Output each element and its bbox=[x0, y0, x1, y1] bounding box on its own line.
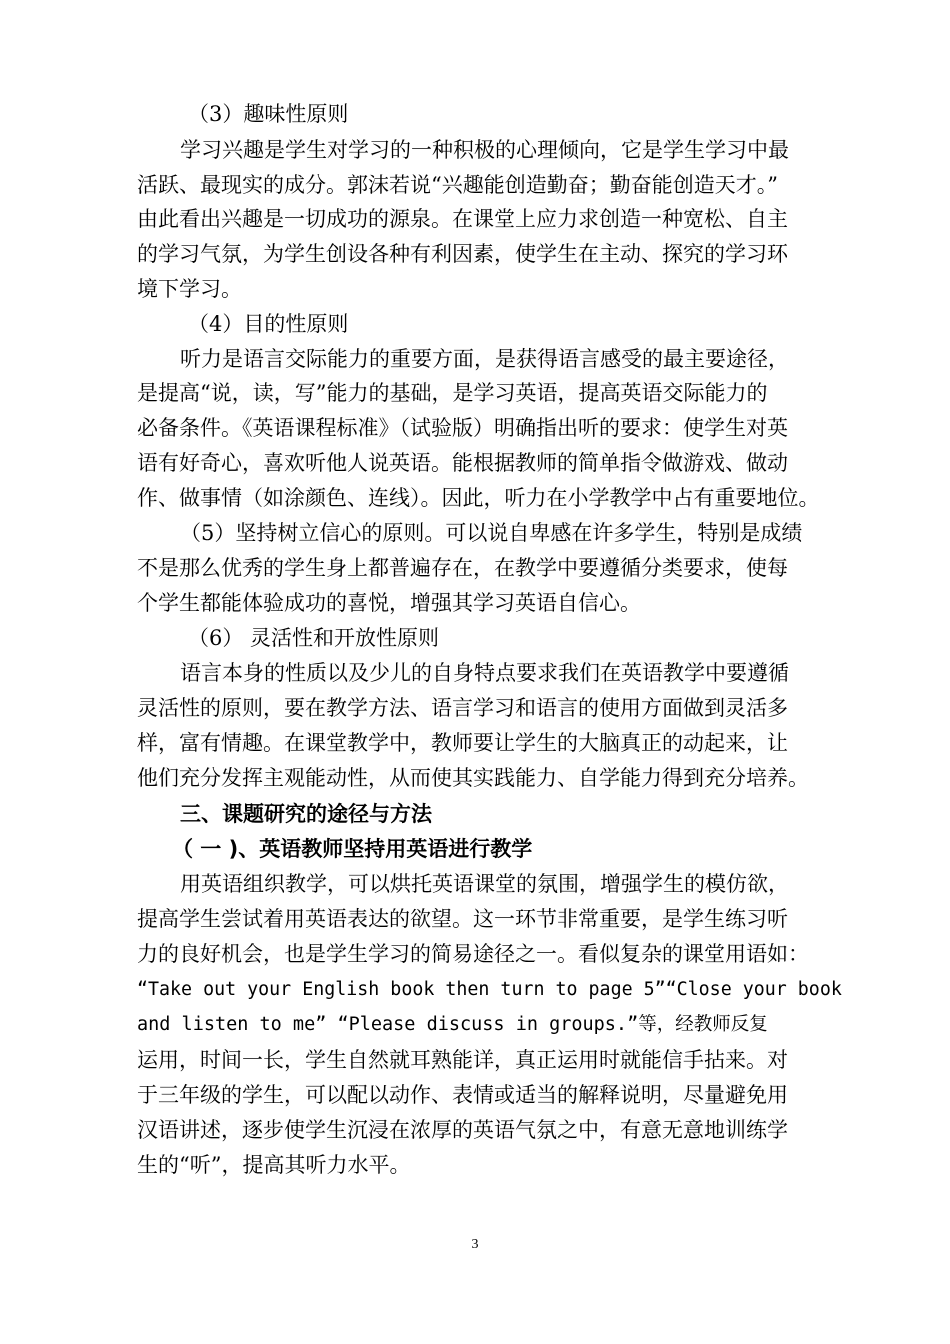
paragraph-line: 境下学习。 bbox=[137, 277, 242, 301]
paragraph-line: 他们充分发挥主观能动性，从而使其实践能力、自学能力得到充分培养。 bbox=[137, 766, 809, 790]
paragraph-line: 语言本身的性质以及少儿的自身特点要求我们在英语教学中要遵循 bbox=[180, 661, 789, 685]
paragraph-line: 是提高“说，读，写”能力的基础，是学习英语，提高英语交际能力的 bbox=[137, 381, 768, 405]
paragraph-line: 用英语组织教学，可以烘托英语课堂的氛围，增强学生的模仿欲， bbox=[180, 872, 789, 896]
paragraph-line: 力的良好机会，也是学生学习的简易途径之一。看似复杂的课堂用语如： bbox=[137, 942, 809, 966]
subheading: （3）趣味性原则 bbox=[188, 102, 349, 126]
paragraph-line: 生的“听”，提高其听力水平。 bbox=[137, 1153, 411, 1177]
page-number: 3 bbox=[471, 1237, 479, 1252]
paragraph-line: 灵活性的原则，要在教学方法、语言学习和语言的使用方面做到灵活多 bbox=[137, 696, 788, 720]
paragraph-line: 学习兴趣是学生对学习的一种积极的心理倾向，它是学生学习中最 bbox=[180, 138, 789, 162]
paragraph-line: 必备条件。《英语课程标准》（试验版）明确指出听的要求：使学生对英 bbox=[137, 416, 788, 440]
paragraph-line: and listen to me” “Please discuss in groups.”等，经教师反复 bbox=[137, 1014, 768, 1035]
paragraph-line: 活跃、最现实的成分。郭沫若说“兴趣能创造勤奋；勤奋能创造天才。” bbox=[137, 173, 778, 197]
subheading: （4）目的性原则 bbox=[188, 312, 349, 336]
paragraph-line: 语有好奇心，喜欢听他人说英语。能根据教师的简单指令做游戏、做动 bbox=[137, 451, 788, 475]
paragraph-line: 提高学生尝试着用英语表达的欲望。这一环节非常重要，是学生练习听 bbox=[137, 907, 788, 931]
paragraph-line: 运用，时间一长，学生自然就耳熟能详，真正运用时就能信手拈来。对 bbox=[137, 1048, 788, 1072]
subsection-heading: （ 一 )、英语教师坚持用英语进行教学 bbox=[172, 837, 533, 861]
paragraph-line: 汉语讲述，逐步使学生沉浸在浓厚的英语气氛之中，有意无意地训练学 bbox=[137, 1118, 788, 1142]
paragraph-line: 由此看出兴趣是一切成功的源泉。在课堂上应力求创造一种宽松、自主 bbox=[137, 207, 788, 231]
paragraph-line: 于三年级的学生，可以配以动作、表情或适当的解释说明，尽量避免用 bbox=[137, 1083, 788, 1107]
section-heading: 三、课题研究的途径与方法 bbox=[180, 802, 432, 826]
subheading: （6） 灵活性和开放性原则 bbox=[188, 626, 440, 650]
paragraph-line: 听力是语言交际能力的重要方面，是获得语言感受的最主要途径， bbox=[180, 347, 789, 371]
paragraph-line: （5）坚持树立信心的原则。可以说自卑感在许多学生，特别是成绩 bbox=[180, 521, 803, 545]
paragraph-line: 样，富有情趣。在课堂教学中，教师要让学生的大脑真正的动起来，让 bbox=[137, 731, 788, 755]
paragraph-line: 作、做事情（如涂颜色、连线）。因此，听力在小学教学中占有重要地位。 bbox=[137, 486, 820, 510]
paragraph-line: 不是那么优秀的学生身上都普遍存在，在教学中要遵循分类要求，使每 bbox=[137, 556, 788, 580]
paragraph-line: 个学生都能体验成功的喜悦，增强其学习英语自信心。 bbox=[137, 591, 641, 615]
paragraph-line: 的学习气氛，为学生创设各种有利因素，使学生在主动、探究的学习环 bbox=[137, 242, 788, 266]
paragraph-line: “Take out your English book then turn to page 5”“Close your book bbox=[137, 979, 842, 1000]
